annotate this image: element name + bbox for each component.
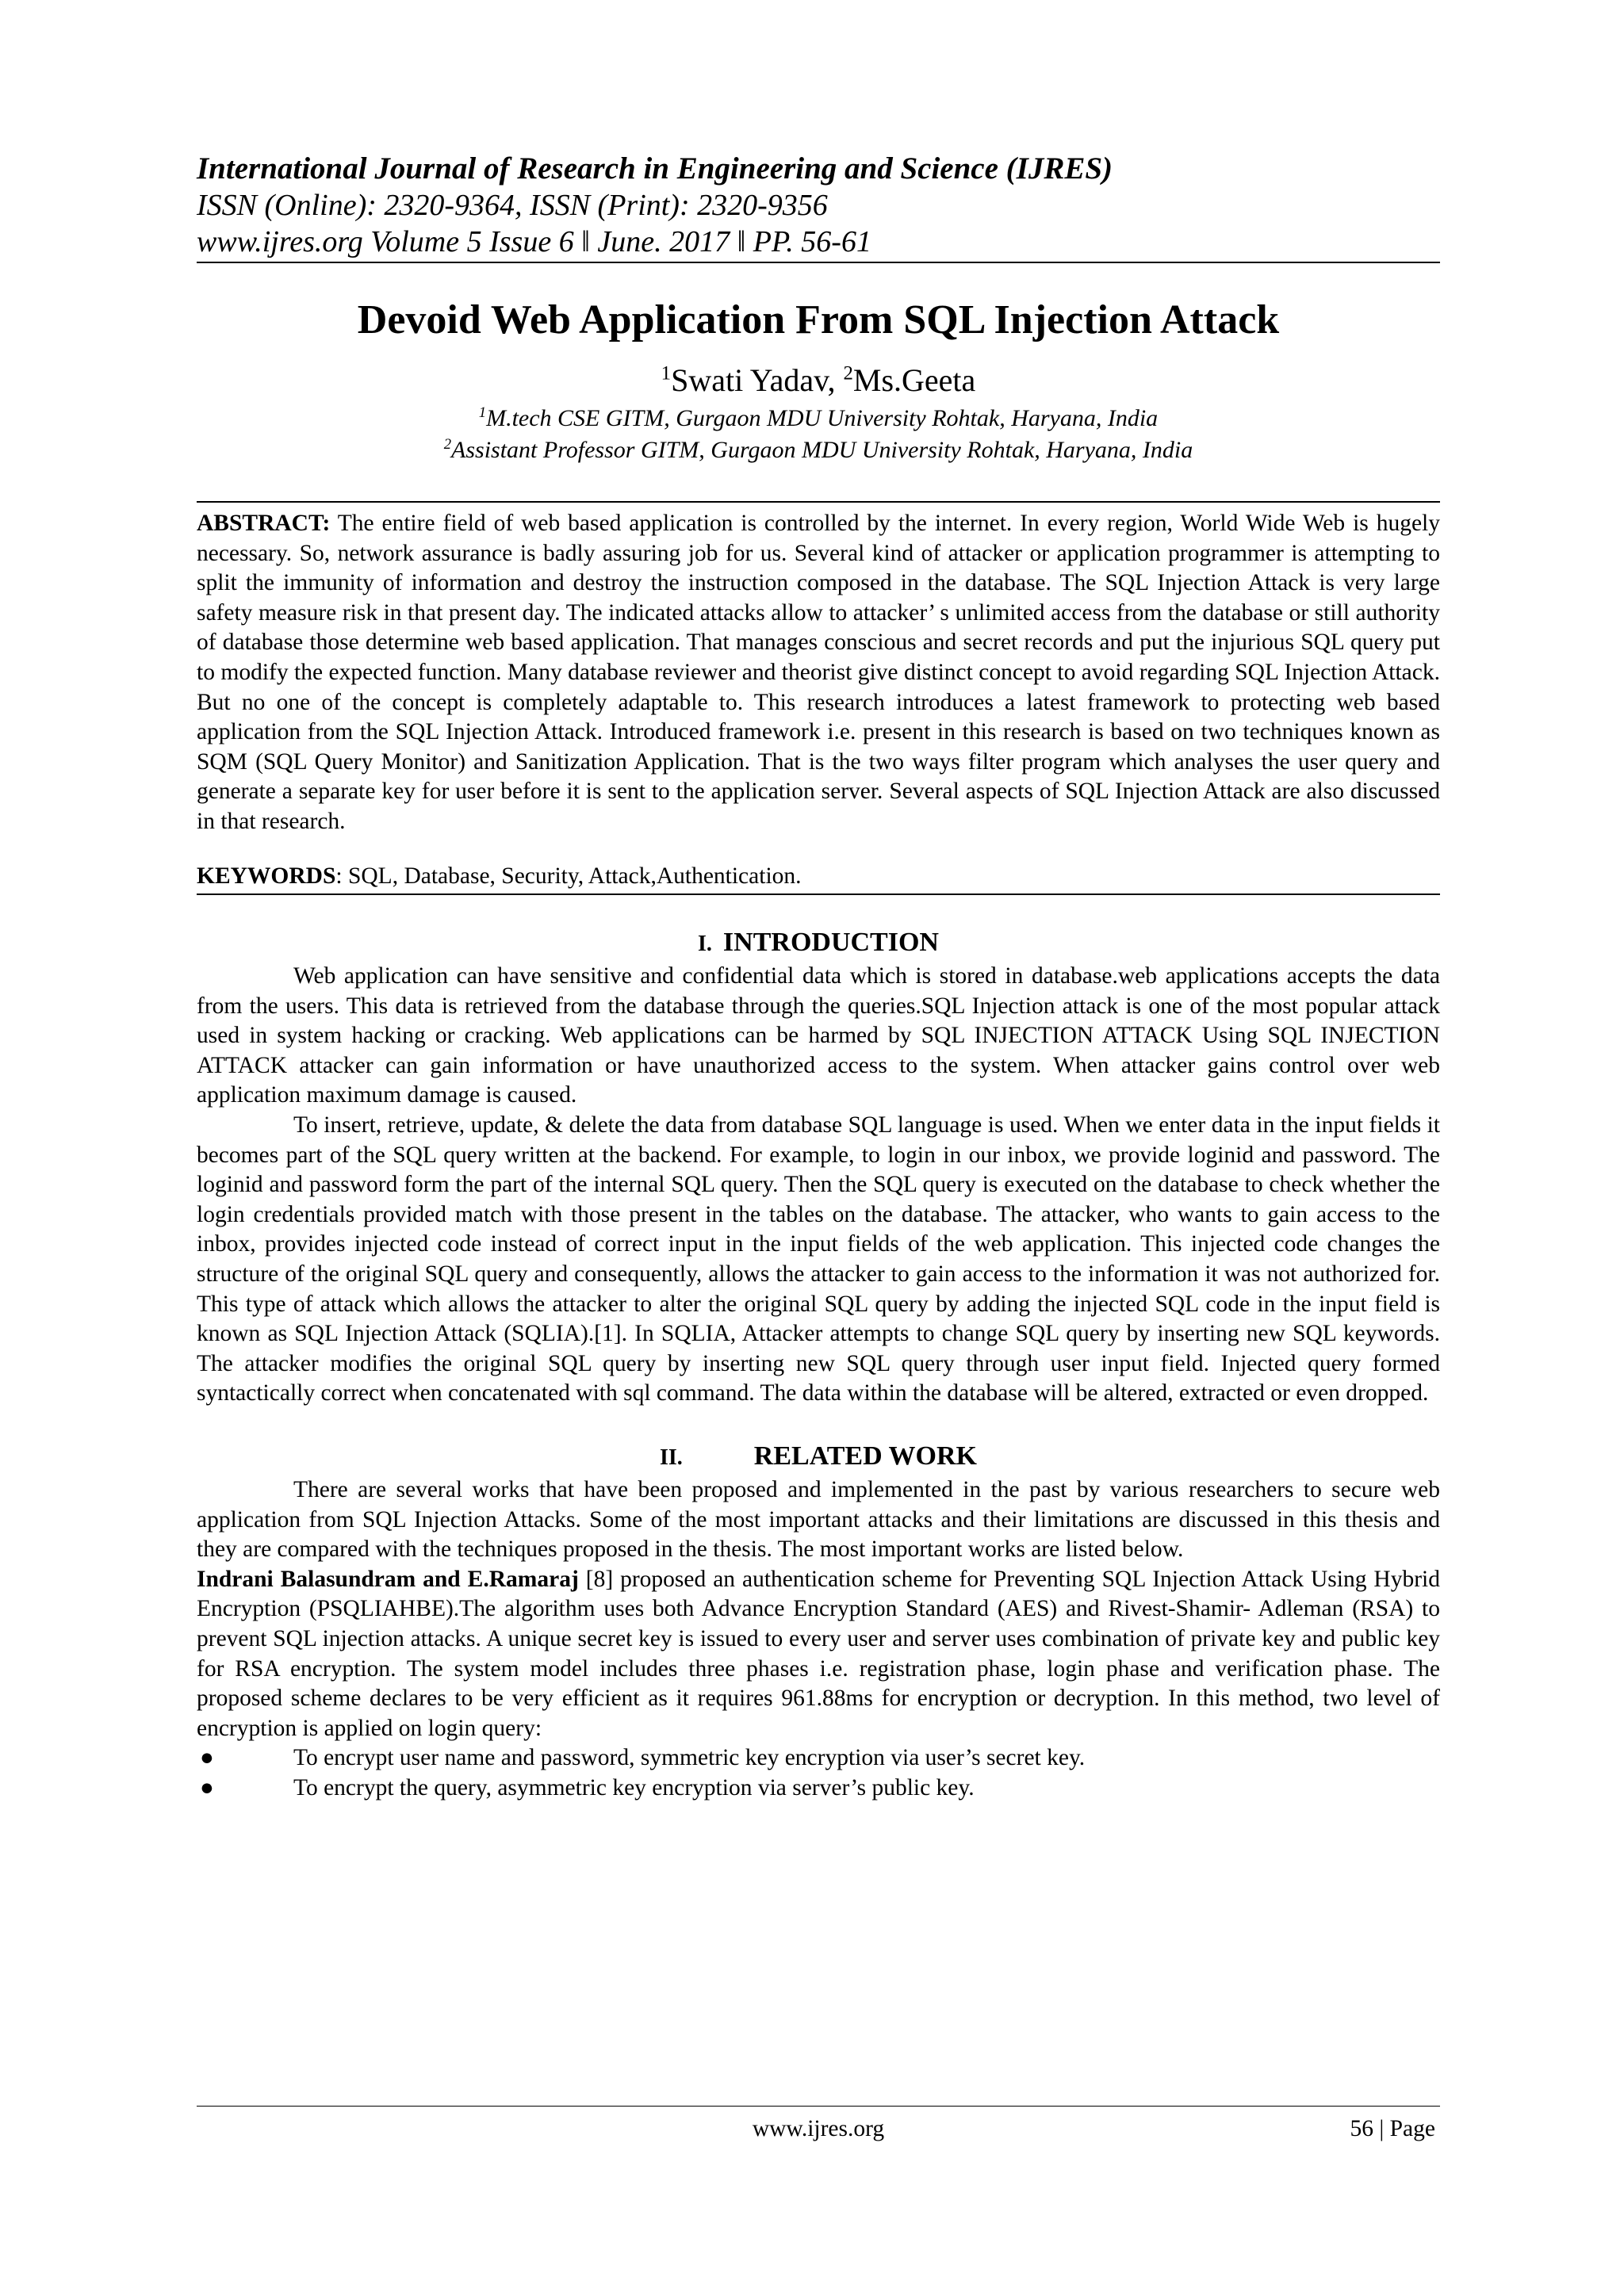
abstract-text: The entire field of web based application is controlled by the internet. In every region, World Wide Web is hugely necessary. So, network assurance is badly assuring job for us. Several kind of attacker or application programmer is attempting to split the immunity of information and destroy the instruction composed in the database. The SQL Injection Attack is very large safety measure risk in that present day. The indicated attacks allow to attacker’ s unlimited access from the database or still authority of database those determine web based application. That manages conscious and secret records and put the injurious SQL query put to modify the expected function. Many database reviewer and theorist give distinct concept to avoid regarding SQL Injection Attack. But no one of the concept is completely adaptable to. This research introduces a latest framework to protecting web based application from the SQL Injection Attack. Introduced framework i.e. present in this research is based on two techniques known as SQM (SQL Query Monitor) and Sanitization Application. That is the two ways filter program which analyses the user query and generate a separate key for user before it is sent to the application server. Several aspects of SQL Injection Attack are also discussed in that research.: [197, 511, 1440, 834]
author-1-sup: 1: [661, 362, 672, 385]
author-1-name: Swati Yadav,: [671, 362, 844, 398]
footer-page-number: 56 | Page: [1350, 2116, 1435, 2141]
keywords: [197, 860, 1440, 892]
intro-paragraph-1: Web application can have sensitive and confidential data which is stored in database.web applications accepts the data from the users. This data is retrieved from the database through the queries.SQL Injection attack is one of the most popular attack used in system hacking or cracking. Web applications can be harmed by SQL INJECTION ATTACK Using SQL INJECTION ATTACK attacker can gain information or have unauthorized access to the system. When attacker gains control over web application maximum damage is caused.: [197, 963, 1440, 1108]
journal-issn: ISSN (Online): 2320-9364, ISSN (Print): 2320-9356: [197, 189, 828, 222]
author-line: [197, 362, 1440, 400]
section-2-title: RELATED WORK: [753, 1441, 977, 1471]
footer-rule: [197, 2106, 1440, 2107]
affiliation-2-text: Assistant Professor GITM, Gurgaon MDU University Rohtak, Haryana, India: [451, 437, 1193, 463]
related-paragraph-2: [197, 1565, 1440, 1744]
header-rule: [197, 262, 1440, 263]
section-introduction-heading: [197, 925, 1440, 962]
keywords-text: : SQL, Database, Security, Attack,Authentication.: [335, 863, 802, 890]
related-paragraph-1: There are several works that have been proposed and implemented in the past by various researchers to secure web application from SQL Injection Attacks. Some of the most important attacks and their limitations are discussed in this thesis and they are compared with the techniques proposed in the thesis. The most important works are listed below.: [197, 1476, 1440, 1563]
footer-site: www.ijres.org: [752, 2116, 885, 2141]
related-paragraph-2-authors: Indrani Balasundram and E.Ramaraj: [197, 1566, 579, 1592]
affiliation-1-text: M.tech CSE GITM, Gurgaon MDU University Rohtak, Haryana, India: [486, 405, 1159, 431]
author-2-sup: 2: [843, 362, 853, 385]
list-item: [197, 1743, 1440, 1774]
journal-volume: www.ijres.org Volume 5 Issue 6 ǁ June. 2017 ǁ PP. 56-61: [197, 225, 871, 258]
intro-paragraph-2: To insert, retrieve, update, & delete the data from database SQL language is used. When we enter data in the input fields it becomes part of the SQL query written at the backend. For example, to login in our inbox, we provide loginid and password. The loginid and password form the part of the internal SQL query. Then the SQL query is executed on the database to check whether the login credentials provided match with those present in the tables on the database. The attacker, who wants to gain access to the inbox, provides injected code instead of correct input in the input fields of the web application. This injected code changes the structure of the original SQL query and consequently, allows the attacker to gain access to the information it was not authorized for. This type of attack which allows the attacker to alter the original SQL query by adding the injected SQL code in the input field is known as SQL Injection Attack (SQLIA).[1]. In SQLIA, Attacker attempts to change SQL query by inserting new SQL keywords. The attacker modifies the original SQL query by inserting new SQL query through user input field. Injected query formed syntactically correct when concatenated with sql command. The data within the database will be altered, extracted or even dropped.: [197, 1112, 1440, 1406]
affiliation-1: [197, 403, 1440, 434]
paper-page: [197, 151, 1440, 1803]
section-related-work-heading: [197, 1439, 1440, 1475]
journal-title: International Journal of Research in Engineering and Science (IJRES): [197, 151, 1113, 186]
list-item: [197, 1774, 1440, 1804]
affiliation-1-sup: 1: [478, 404, 487, 421]
abstract: [197, 509, 1440, 837]
journal-header: [197, 151, 1440, 260]
page-footer: [197, 2106, 1440, 2148]
paper-title: Devoid Web Application From SQL Injection Attack: [357, 297, 1280, 342]
affiliation-2: [197, 434, 1440, 466]
affiliation-2-sup: 2: [443, 436, 452, 453]
bullet-text-2: To encrypt the query, asymmetric key encryption via server’s public key.: [293, 1774, 975, 1800]
section-2-number: II.: [660, 1445, 683, 1470]
bullet-text-1: To encrypt user name and password, symmetric key encryption via user’s secret key.: [293, 1745, 1086, 1771]
section-1-number: I.: [698, 932, 712, 957]
related-paragraph-2-text: [8] proposed an authentication scheme for Preventing SQL Injection Attack Using Hybrid Encryption (PSQLIAHBE).The algorithm uses both Advance Encryption Standard (AES) and Rivest-Shamir- Adleman (RSA) to prevent SQL injection attacks. A unique secret key is issued to every user and server uses combination of private key and public key for RSA encryption. The system model includes three phases i.e. registration phase, login phase and verification phase. The proposed scheme declares to be very efficient as it requires 961.88ms for encryption or decryption. In this method, two level of encryption is applied on login query:: [197, 1566, 1441, 1741]
keywords-rule: [197, 894, 1440, 895]
abstract-top-rule: [197, 501, 1440, 503]
author-2-name: Ms.Geeta: [852, 362, 976, 398]
bullet-icon: ●: [200, 1745, 214, 1771]
bullet-icon: ●: [200, 1774, 214, 1800]
abstract-label: ABSTRACT:: [197, 511, 331, 536]
keywords-label: KEYWORDS: [197, 863, 336, 890]
section-1-title: INTRODUCTION: [722, 928, 939, 958]
